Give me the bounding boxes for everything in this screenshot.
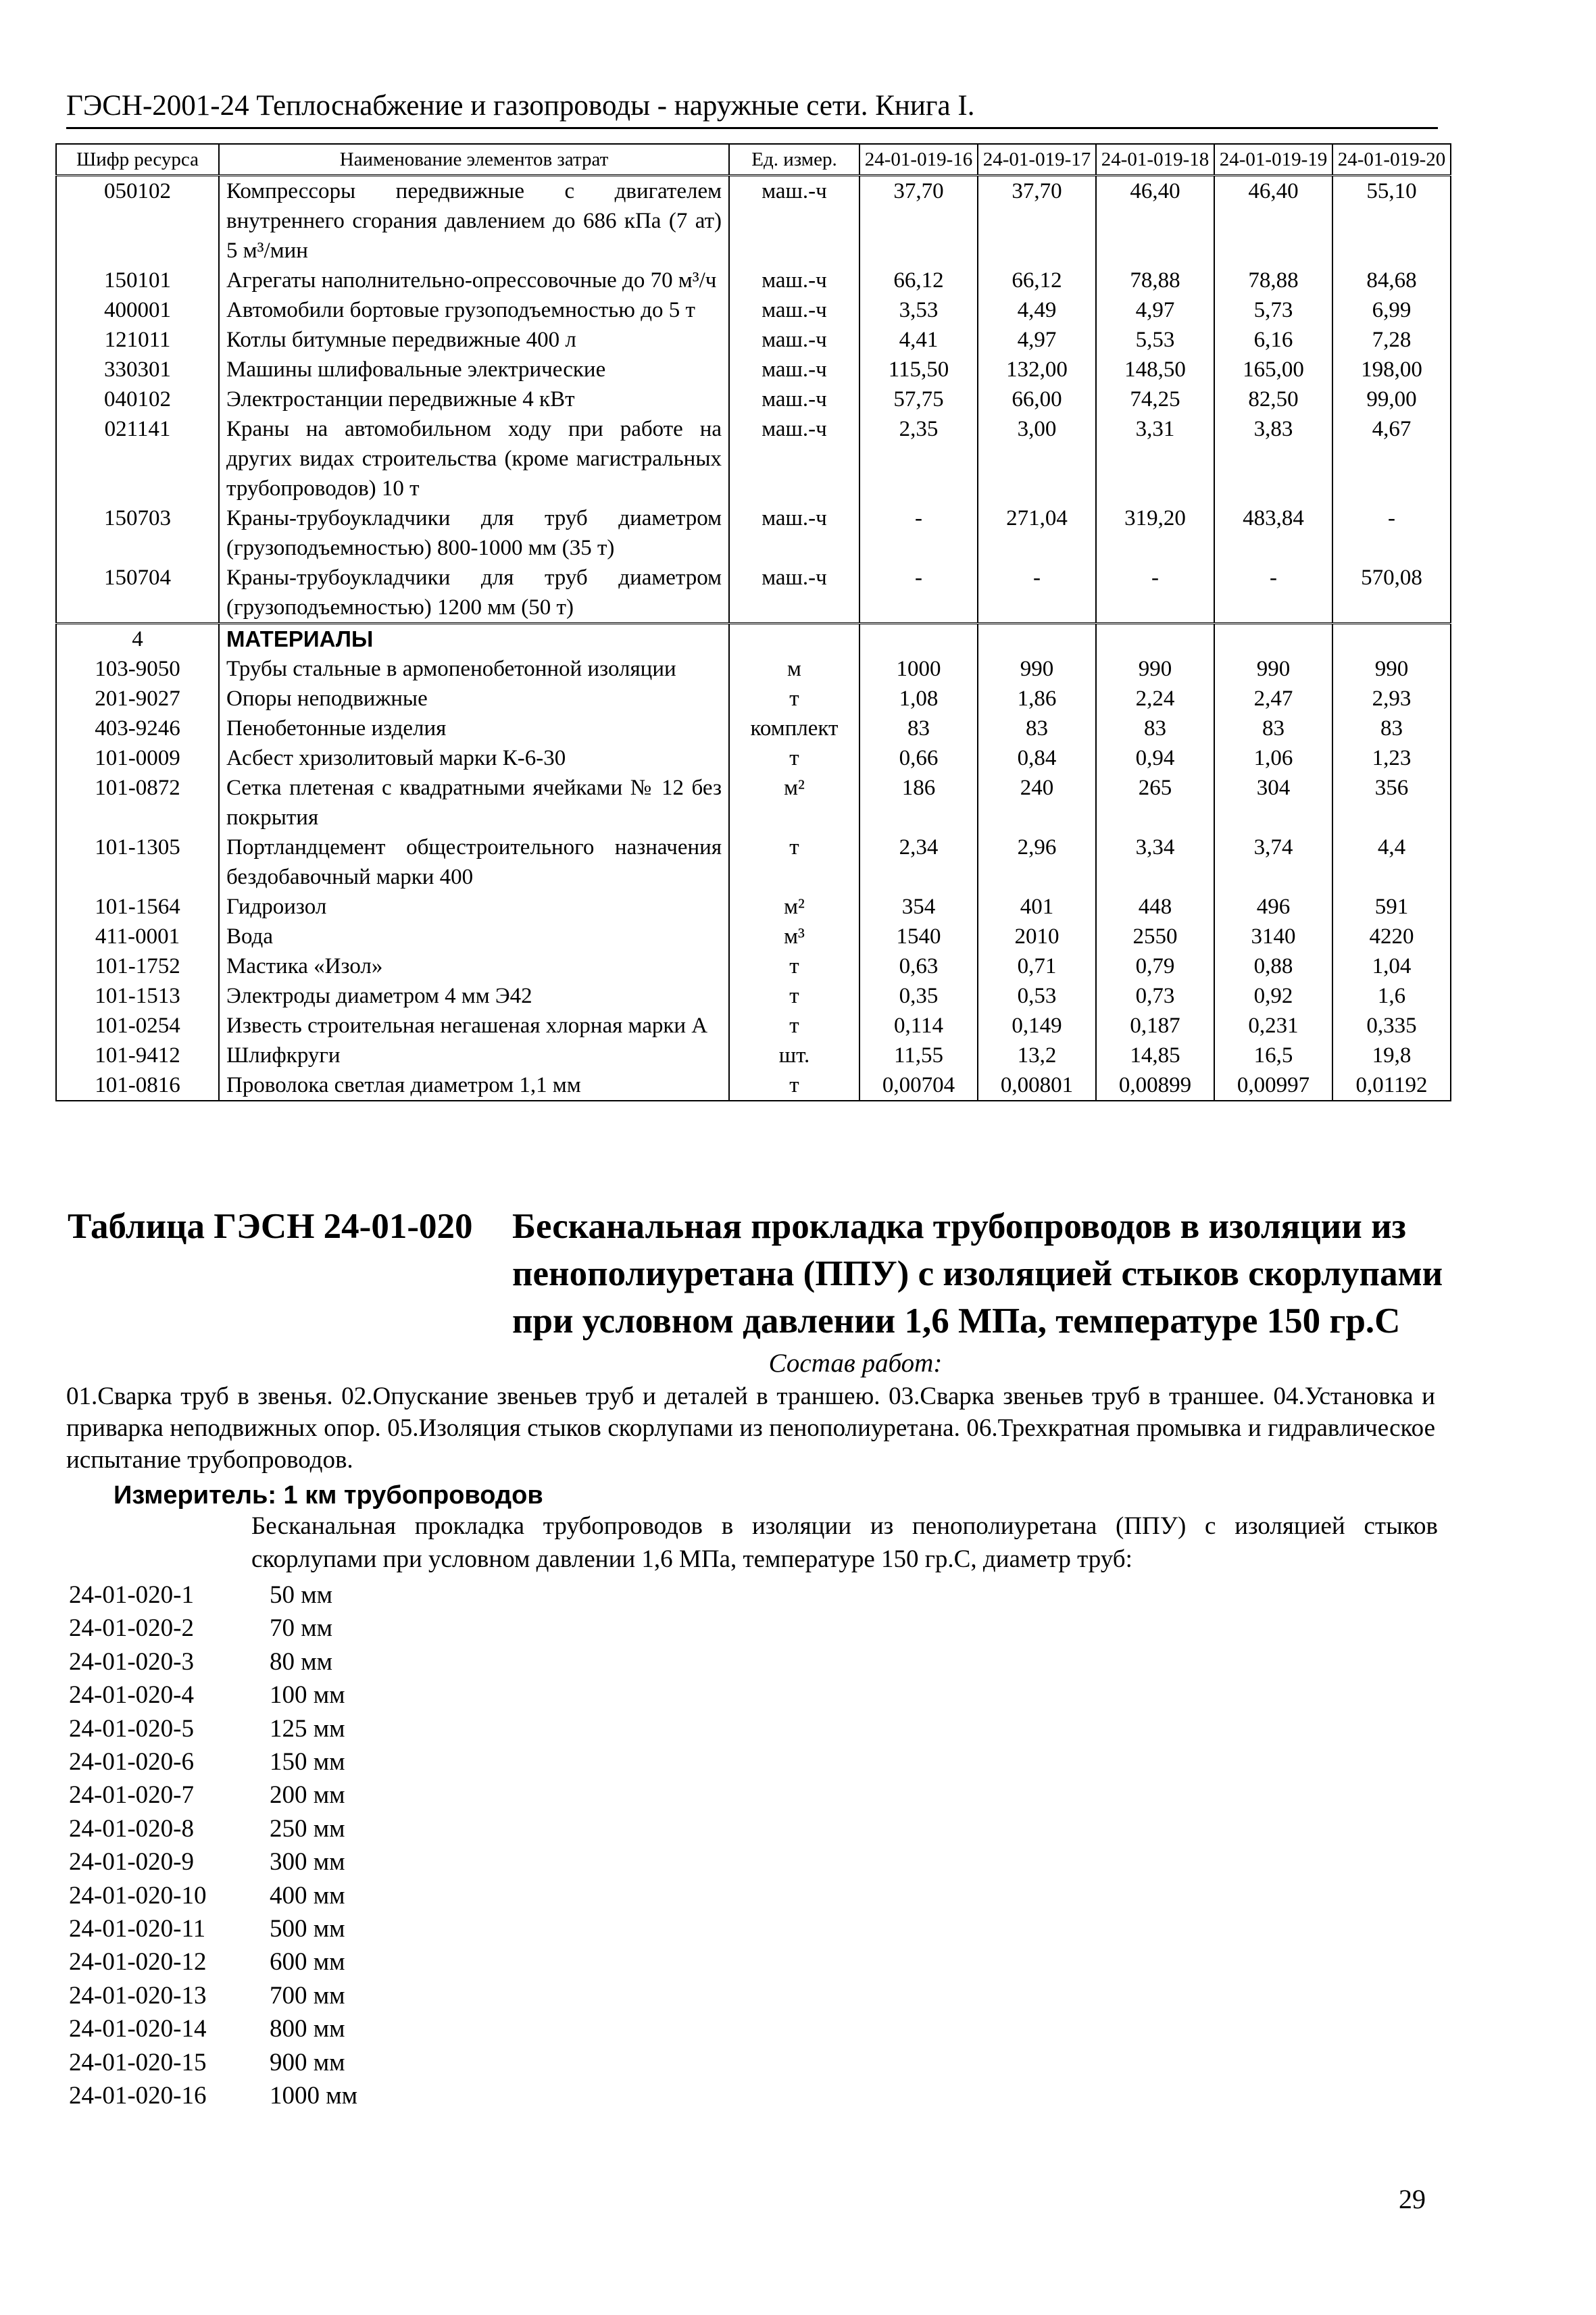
resource-value: [859, 624, 978, 655]
resource-unit: маш.-ч: [729, 384, 859, 414]
meter: Измеритель: 1 км трубопроводов: [114, 1481, 543, 1510]
item-diameter: 300 мм: [270, 1848, 345, 1876]
resource-value: 132,00: [978, 355, 1096, 384]
resource-unit: маш.-ч: [729, 563, 859, 624]
resource-value: -: [1332, 503, 1451, 563]
item-diameter: 250 мм: [270, 1814, 345, 1843]
resource-code: 4: [56, 624, 219, 655]
item-code: 24-01-020-13: [69, 1981, 207, 2010]
resource-value: 0,149: [978, 1011, 1096, 1041]
resource-name: Асбест хризолитовый марки К-6-30: [219, 743, 729, 773]
resource-value: 83: [978, 714, 1096, 743]
resource-code: 101-1305: [56, 832, 219, 892]
meter-description: Бесканальная прокладка трубопроводов в изоляции из пенополиуретана (ППУ) с изоляцией стыков скорлупами при условном давлении 1,6 МПа, температуре 150 гр.С, диаметр труб:: [251, 1512, 1438, 1573]
item-diameter: 50 мм: [270, 1581, 333, 1609]
resource-value: -: [1214, 563, 1332, 624]
item-diameter: 70 мм: [270, 1614, 333, 1643]
resource-value: 496: [1214, 892, 1332, 922]
resource-value: 3,34: [1096, 832, 1214, 892]
item-code: 24-01-020-15: [69, 2048, 207, 2076]
resource-code: 150101: [56, 266, 219, 295]
table-row: [56, 981, 1451, 1011]
resource-value: 0,00997: [1214, 1070, 1332, 1101]
resource-value: 4,97: [1096, 295, 1214, 325]
resource-code: 040102: [56, 384, 219, 414]
resource-value: 591: [1332, 892, 1451, 922]
item-code: 24-01-020-3: [69, 1647, 194, 1676]
resource-name: Краны-трубоукладчики для труб диаметром (грузоподъемностью) 1200 мм (50 т): [219, 563, 729, 624]
resource-value: 0,00899: [1096, 1070, 1214, 1101]
resource-value: 990: [1096, 654, 1214, 684]
resource-name: Электроды диаметром 4 мм Э42: [219, 981, 729, 1011]
resource-value: 1,04: [1332, 951, 1451, 981]
resource-code: 121011: [56, 325, 219, 355]
item-code: 24-01-020-9: [69, 1848, 194, 1876]
item-diameter: 80 мм: [270, 1647, 333, 1676]
table-row: [56, 922, 1451, 951]
code-list-item: [69, 1578, 542, 1612]
resource-unit: маш.-ч: [729, 325, 859, 355]
resource-unit: шт.: [729, 1041, 859, 1070]
code-list-item: [69, 1979, 542, 2012]
resource-value: 55,10: [1332, 176, 1451, 266]
resource-value: 74,25: [1096, 384, 1214, 414]
resource-value: 165,00: [1214, 355, 1332, 384]
resource-unit: м²: [729, 773, 859, 832]
code-list-item: [69, 1912, 542, 1945]
resource-value: [1214, 624, 1332, 655]
table-row: [56, 266, 1451, 295]
resource-value: 14,85: [1096, 1041, 1214, 1070]
code-list-item: [69, 1678, 542, 1712]
resource-value: -: [978, 563, 1096, 624]
resource-value: 2,24: [1096, 684, 1214, 714]
resource-value: 3,74: [1214, 832, 1332, 892]
resource-value: 448: [1096, 892, 1214, 922]
resource-value: 0,00801: [978, 1070, 1096, 1101]
resource-value: 401: [978, 892, 1096, 922]
resource-value: 990: [1332, 654, 1451, 684]
page-number: 29: [1399, 2184, 1426, 2214]
resource-code: 400001: [56, 295, 219, 325]
code-list-item: [69, 1845, 542, 1878]
resource-value: 4220: [1332, 922, 1451, 951]
code-list-item: [69, 2079, 542, 2112]
table-row: [56, 295, 1451, 325]
resource-code: 330301: [56, 355, 219, 384]
resource-unit: м: [729, 654, 859, 684]
resource-code: 411-0001: [56, 922, 219, 951]
resource-value: 3,00: [978, 414, 1096, 503]
resource-value: 1,23: [1332, 743, 1451, 773]
resource-name: Гидроизол: [219, 892, 729, 922]
header-cell: 24-01-019-20: [1332, 144, 1451, 176]
code-list-item: [69, 1712, 542, 1745]
resource-value: 0,63: [859, 951, 978, 981]
resource-value: 66,12: [978, 266, 1096, 295]
item-code: 24-01-020-8: [69, 1814, 194, 1843]
resource-value: 148,50: [1096, 355, 1214, 384]
resource-value: 0,88: [1214, 951, 1332, 981]
item-code: 24-01-020-10: [69, 1881, 207, 1910]
table-row: [56, 743, 1451, 773]
code-list-item: [69, 1612, 542, 1645]
resource-value: 3,83: [1214, 414, 1332, 503]
resource-name: Портландцемент общестроительного назначения бездобавочный марки 400: [219, 832, 729, 892]
item-code: 24-01-020-6: [69, 1748, 194, 1776]
resource-value: 4,41: [859, 325, 978, 355]
resource-code: 101-0872: [56, 773, 219, 832]
resource-value: 4,49: [978, 295, 1096, 325]
item-diameter: 100 мм: [270, 1681, 345, 1710]
table-row: [56, 355, 1451, 384]
resource-value: -: [859, 563, 978, 624]
resource-value: 0,66: [859, 743, 978, 773]
running-header: ГЭСН-2001-24 Теплоснабжение и газопроводы - наружные сети. Книга I.: [66, 89, 1438, 129]
resource-value: 46,40: [1096, 176, 1214, 266]
resource-unit: т: [729, 1011, 859, 1041]
resource-name: Краны на автомобильном ходу при работе на других видах строительства (кроме магистральных трубопроводов) 10 т: [219, 414, 729, 503]
resource-value: 1000: [859, 654, 978, 684]
resource-code: 101-1752: [56, 951, 219, 981]
resource-value: 0,84: [978, 743, 1096, 773]
resource-code: 101-1513: [56, 981, 219, 1011]
resource-unit: т: [729, 832, 859, 892]
resource-value: 2,47: [1214, 684, 1332, 714]
resource-unit: маш.-ч: [729, 176, 859, 266]
resource-unit: т: [729, 684, 859, 714]
resource-value: 37,70: [859, 176, 978, 266]
resource-value: 356: [1332, 773, 1451, 832]
section-row: [56, 624, 1451, 655]
code-list-item: [69, 1812, 542, 1845]
resource-value: -: [1096, 563, 1214, 624]
resource-code: 101-1564: [56, 892, 219, 922]
resource-value: 0,79: [1096, 951, 1214, 981]
resource-code: 201-9027: [56, 684, 219, 714]
item-diameter: 200 мм: [270, 1781, 345, 1810]
resource-name: Шлифкруги: [219, 1041, 729, 1070]
resource-value: 0,92: [1214, 981, 1332, 1011]
resource-value: 99,00: [1332, 384, 1451, 414]
resource-value: 4,4: [1332, 832, 1451, 892]
resource-code: 101-9412: [56, 1041, 219, 1070]
table-row: [56, 832, 1451, 892]
resource-code: 150703: [56, 503, 219, 563]
resource-value: 84,68: [1332, 266, 1451, 295]
resource-name: Краны-трубоукладчики для труб диаметром (грузоподъемностью) 800-1000 мм (35 т): [219, 503, 729, 563]
item-diameter: 900 мм: [270, 2048, 345, 2076]
table-row: [56, 384, 1451, 414]
resource-value: 1540: [859, 922, 978, 951]
resource-code: 403-9246: [56, 714, 219, 743]
resource-value: 78,88: [1096, 266, 1214, 295]
item-diameter: 150 мм: [270, 1748, 345, 1776]
resource-name: Вода: [219, 922, 729, 951]
resource-value: 990: [1214, 654, 1332, 684]
resource-value: 2550: [1096, 922, 1214, 951]
resource-value: 2,34: [859, 832, 978, 892]
item-code: 24-01-020-12: [69, 1948, 207, 1976]
table-description: Бесканальная прокладка трубопроводов в изоляции из пенополиуретана (ППУ) с изоляцией стыков скорлупами при условном давлении 1,6 МПа, температуре 150 гр.С: [512, 1207, 1443, 1341]
code-list-item: [69, 1745, 542, 1778]
resource-value: 115,50: [859, 355, 978, 384]
resource-value: 2,35: [859, 414, 978, 503]
item-diameter: 700 мм: [270, 1981, 345, 2010]
code-list-item: [69, 1645, 542, 1678]
resource-value: 4,97: [978, 325, 1096, 355]
code-list-item: [69, 1879, 542, 1912]
resource-name: Компрессоры передвижные с двигателем внутреннего сгорания давлением до 686 кПа (7 ат) 5 м³/мин: [219, 176, 729, 266]
resource-value: 11,55: [859, 1041, 978, 1070]
resource-code: 103-9050: [56, 654, 219, 684]
resource-value: 0,53: [978, 981, 1096, 1011]
resource-value: 1,86: [978, 684, 1096, 714]
resource-value: [978, 624, 1096, 655]
resource-unit: т: [729, 1070, 859, 1101]
item-diameter: 600 мм: [270, 1948, 345, 1976]
item-code: 24-01-020-4: [69, 1681, 194, 1710]
resource-value: 5,73: [1214, 295, 1332, 325]
item-code: 24-01-020-11: [69, 1915, 206, 1943]
resource-value: 2,96: [978, 832, 1096, 892]
resource-table: [55, 143, 1451, 1101]
resource-value: 0,71: [978, 951, 1096, 981]
item-diameter: 500 мм: [270, 1915, 345, 1943]
resource-unit: маш.-ч: [729, 503, 859, 563]
resource-value: 1,08: [859, 684, 978, 714]
resource-name: Опоры неподвижные: [219, 684, 729, 714]
resource-name: Сетка плетеная с квадратными ячейками № 12 без покрытия: [219, 773, 729, 832]
resource-value: [1096, 624, 1214, 655]
item-diameter: 400 мм: [270, 1881, 345, 1910]
resource-name: Проволока светлая диаметром 1,1 мм: [219, 1070, 729, 1101]
resource-value: 3140: [1214, 922, 1332, 951]
resource-name: МАТЕРИАЛЫ: [219, 624, 729, 655]
resource-name: Котлы битумные передвижные 400 л: [219, 325, 729, 355]
resource-value: 83: [1096, 714, 1214, 743]
code-list-item: [69, 1945, 542, 1978]
resource-value: 82,50: [1214, 384, 1332, 414]
resource-value: 0,187: [1096, 1011, 1214, 1041]
resource-unit: т: [729, 743, 859, 773]
table-row: [56, 654, 1451, 684]
resource-value: 265: [1096, 773, 1214, 832]
table-row: [56, 1070, 1451, 1101]
table-header-row: [56, 144, 1451, 176]
resource-value: 0,94: [1096, 743, 1214, 773]
resource-value: 19,8: [1332, 1041, 1451, 1070]
header-cell: Ед. измер.: [729, 144, 859, 176]
resource-unit: м²: [729, 892, 859, 922]
resource-value: 3,31: [1096, 414, 1214, 503]
code-list-item: [69, 1778, 542, 1812]
header-cell: 24-01-019-16: [859, 144, 978, 176]
table-row: [56, 414, 1451, 503]
resource-value: 1,6: [1332, 981, 1451, 1011]
resource-value: 6,16: [1214, 325, 1332, 355]
resource-value: [1332, 624, 1451, 655]
resource-value: 57,75: [859, 384, 978, 414]
code-list-item: [69, 2046, 542, 2079]
resource-value: 78,88: [1214, 266, 1332, 295]
resource-value: 2,93: [1332, 684, 1451, 714]
table-row: [56, 1041, 1451, 1070]
resource-name: Электростанции передвижные 4 кВт: [219, 384, 729, 414]
resource-value: 0,01192: [1332, 1070, 1451, 1101]
code-list: [69, 1578, 542, 2113]
resource-value: 990: [978, 654, 1096, 684]
resource-value: 1,06: [1214, 743, 1332, 773]
resource-value: 271,04: [978, 503, 1096, 563]
resource-unit: маш.-ч: [729, 266, 859, 295]
item-code: 24-01-020-16: [69, 2082, 207, 2110]
resource-value: 570,08: [1332, 563, 1451, 624]
code-list-item: [69, 2012, 542, 2045]
resource-value: 4,67: [1332, 414, 1451, 503]
works-title: Состав работ:: [768, 1349, 943, 1378]
resource-value: 6,99: [1332, 295, 1451, 325]
header-cell: 24-01-019-17: [978, 144, 1096, 176]
resource-value: 83: [1332, 714, 1451, 743]
table-row: [56, 951, 1451, 981]
resource-name: Известь строительная негашеная хлорная марки А: [219, 1011, 729, 1041]
item-diameter: 800 мм: [270, 2015, 345, 2043]
resource-code: 101-0254: [56, 1011, 219, 1041]
resource-code: 150704: [56, 563, 219, 624]
resource-value: 240: [978, 773, 1096, 832]
resource-value: 16,5: [1214, 1041, 1332, 1070]
resource-value: 354: [859, 892, 978, 922]
resource-unit: маш.-ч: [729, 355, 859, 384]
table-row: [56, 892, 1451, 922]
item-code: 24-01-020-1: [69, 1581, 194, 1609]
table-row: [56, 684, 1451, 714]
resource-value: 198,00: [1332, 355, 1451, 384]
resource-value: 0,35: [859, 981, 978, 1011]
resource-value: 2010: [978, 922, 1096, 951]
table-row: [56, 325, 1451, 355]
resource-name: Автомобили бортовые грузоподъемностью до 5 т: [219, 295, 729, 325]
header-cell: 24-01-019-19: [1214, 144, 1332, 176]
item-code: 24-01-020-7: [69, 1781, 194, 1810]
resource-value: 0,231: [1214, 1011, 1332, 1041]
resource-value: 0,114: [859, 1011, 978, 1041]
resource-value: 37,70: [978, 176, 1096, 266]
table-row: [56, 503, 1451, 563]
resource-unit: маш.-ч: [729, 295, 859, 325]
item-diameter: 1000 мм: [270, 2082, 358, 2110]
resource-unit: м³: [729, 922, 859, 951]
resource-value: 66,12: [859, 266, 978, 295]
resource-value: 7,28: [1332, 325, 1451, 355]
resource-value: 83: [1214, 714, 1332, 743]
resource-unit: маш.-ч: [729, 414, 859, 503]
resource-value: 186: [859, 773, 978, 832]
table-title: Таблица ГЭСН 24-01-020: [68, 1207, 473, 1246]
item-diameter: 125 мм: [270, 1714, 345, 1743]
header-cell: Шифр ресурса: [56, 144, 219, 176]
table-row: [56, 714, 1451, 743]
works-text: 01.Сварка труб в звенья. 02.Опускание звеньев труб и деталей в траншею. 03.Сварка звеньев труб в траншее. 04.Установка и приварка неподвижных опор. 05.Изоляция стыков скорлупами из пенополиуретана. 06.Трехкратная промывка и гидравлическое испытание трубопроводов.: [66, 1383, 1435, 1474]
resource-value: -: [859, 503, 978, 563]
item-code: 24-01-020-5: [69, 1714, 194, 1743]
resource-value: 0,73: [1096, 981, 1214, 1011]
resource-value: 3,53: [859, 295, 978, 325]
resource-unit: [729, 624, 859, 655]
resource-code: 050102: [56, 176, 219, 266]
table-row: [56, 563, 1451, 624]
resource-name: Мастика «Изол»: [219, 951, 729, 981]
resource-code: 101-0816: [56, 1070, 219, 1101]
header-cell: 24-01-019-18: [1096, 144, 1214, 176]
item-code: 24-01-020-14: [69, 2015, 207, 2043]
header-cell: Наименование элементов затрат: [219, 144, 729, 176]
table-row: [56, 1011, 1451, 1041]
table-row: [56, 176, 1451, 266]
resource-unit: т: [729, 951, 859, 981]
resource-name: Пенобетонные изделия: [219, 714, 729, 743]
resource-value: 83: [859, 714, 978, 743]
resource-value: 13,2: [978, 1041, 1096, 1070]
resource-name: Машины шлифовальные электрические: [219, 355, 729, 384]
table-row: [56, 773, 1451, 832]
resource-value: 0,335: [1332, 1011, 1451, 1041]
resource-unit: т: [729, 981, 859, 1011]
resource-code: 101-0009: [56, 743, 219, 773]
resource-name: Агрегаты наполнительно-опрессовочные до 70 м³/ч: [219, 266, 729, 295]
resource-value: 319,20: [1096, 503, 1214, 563]
resource-name: Трубы стальные в армопенобетонной изоляции: [219, 654, 729, 684]
resource-value: 46,40: [1214, 176, 1332, 266]
item-code: 24-01-020-2: [69, 1614, 194, 1643]
resource-value: 5,53: [1096, 325, 1214, 355]
resource-value: 66,00: [978, 384, 1096, 414]
resource-unit: комплект: [729, 714, 859, 743]
resource-value: 304: [1214, 773, 1332, 832]
resource-code: 021141: [56, 414, 219, 503]
resource-value: 0,00704: [859, 1070, 978, 1101]
resource-value: 483,84: [1214, 503, 1332, 563]
